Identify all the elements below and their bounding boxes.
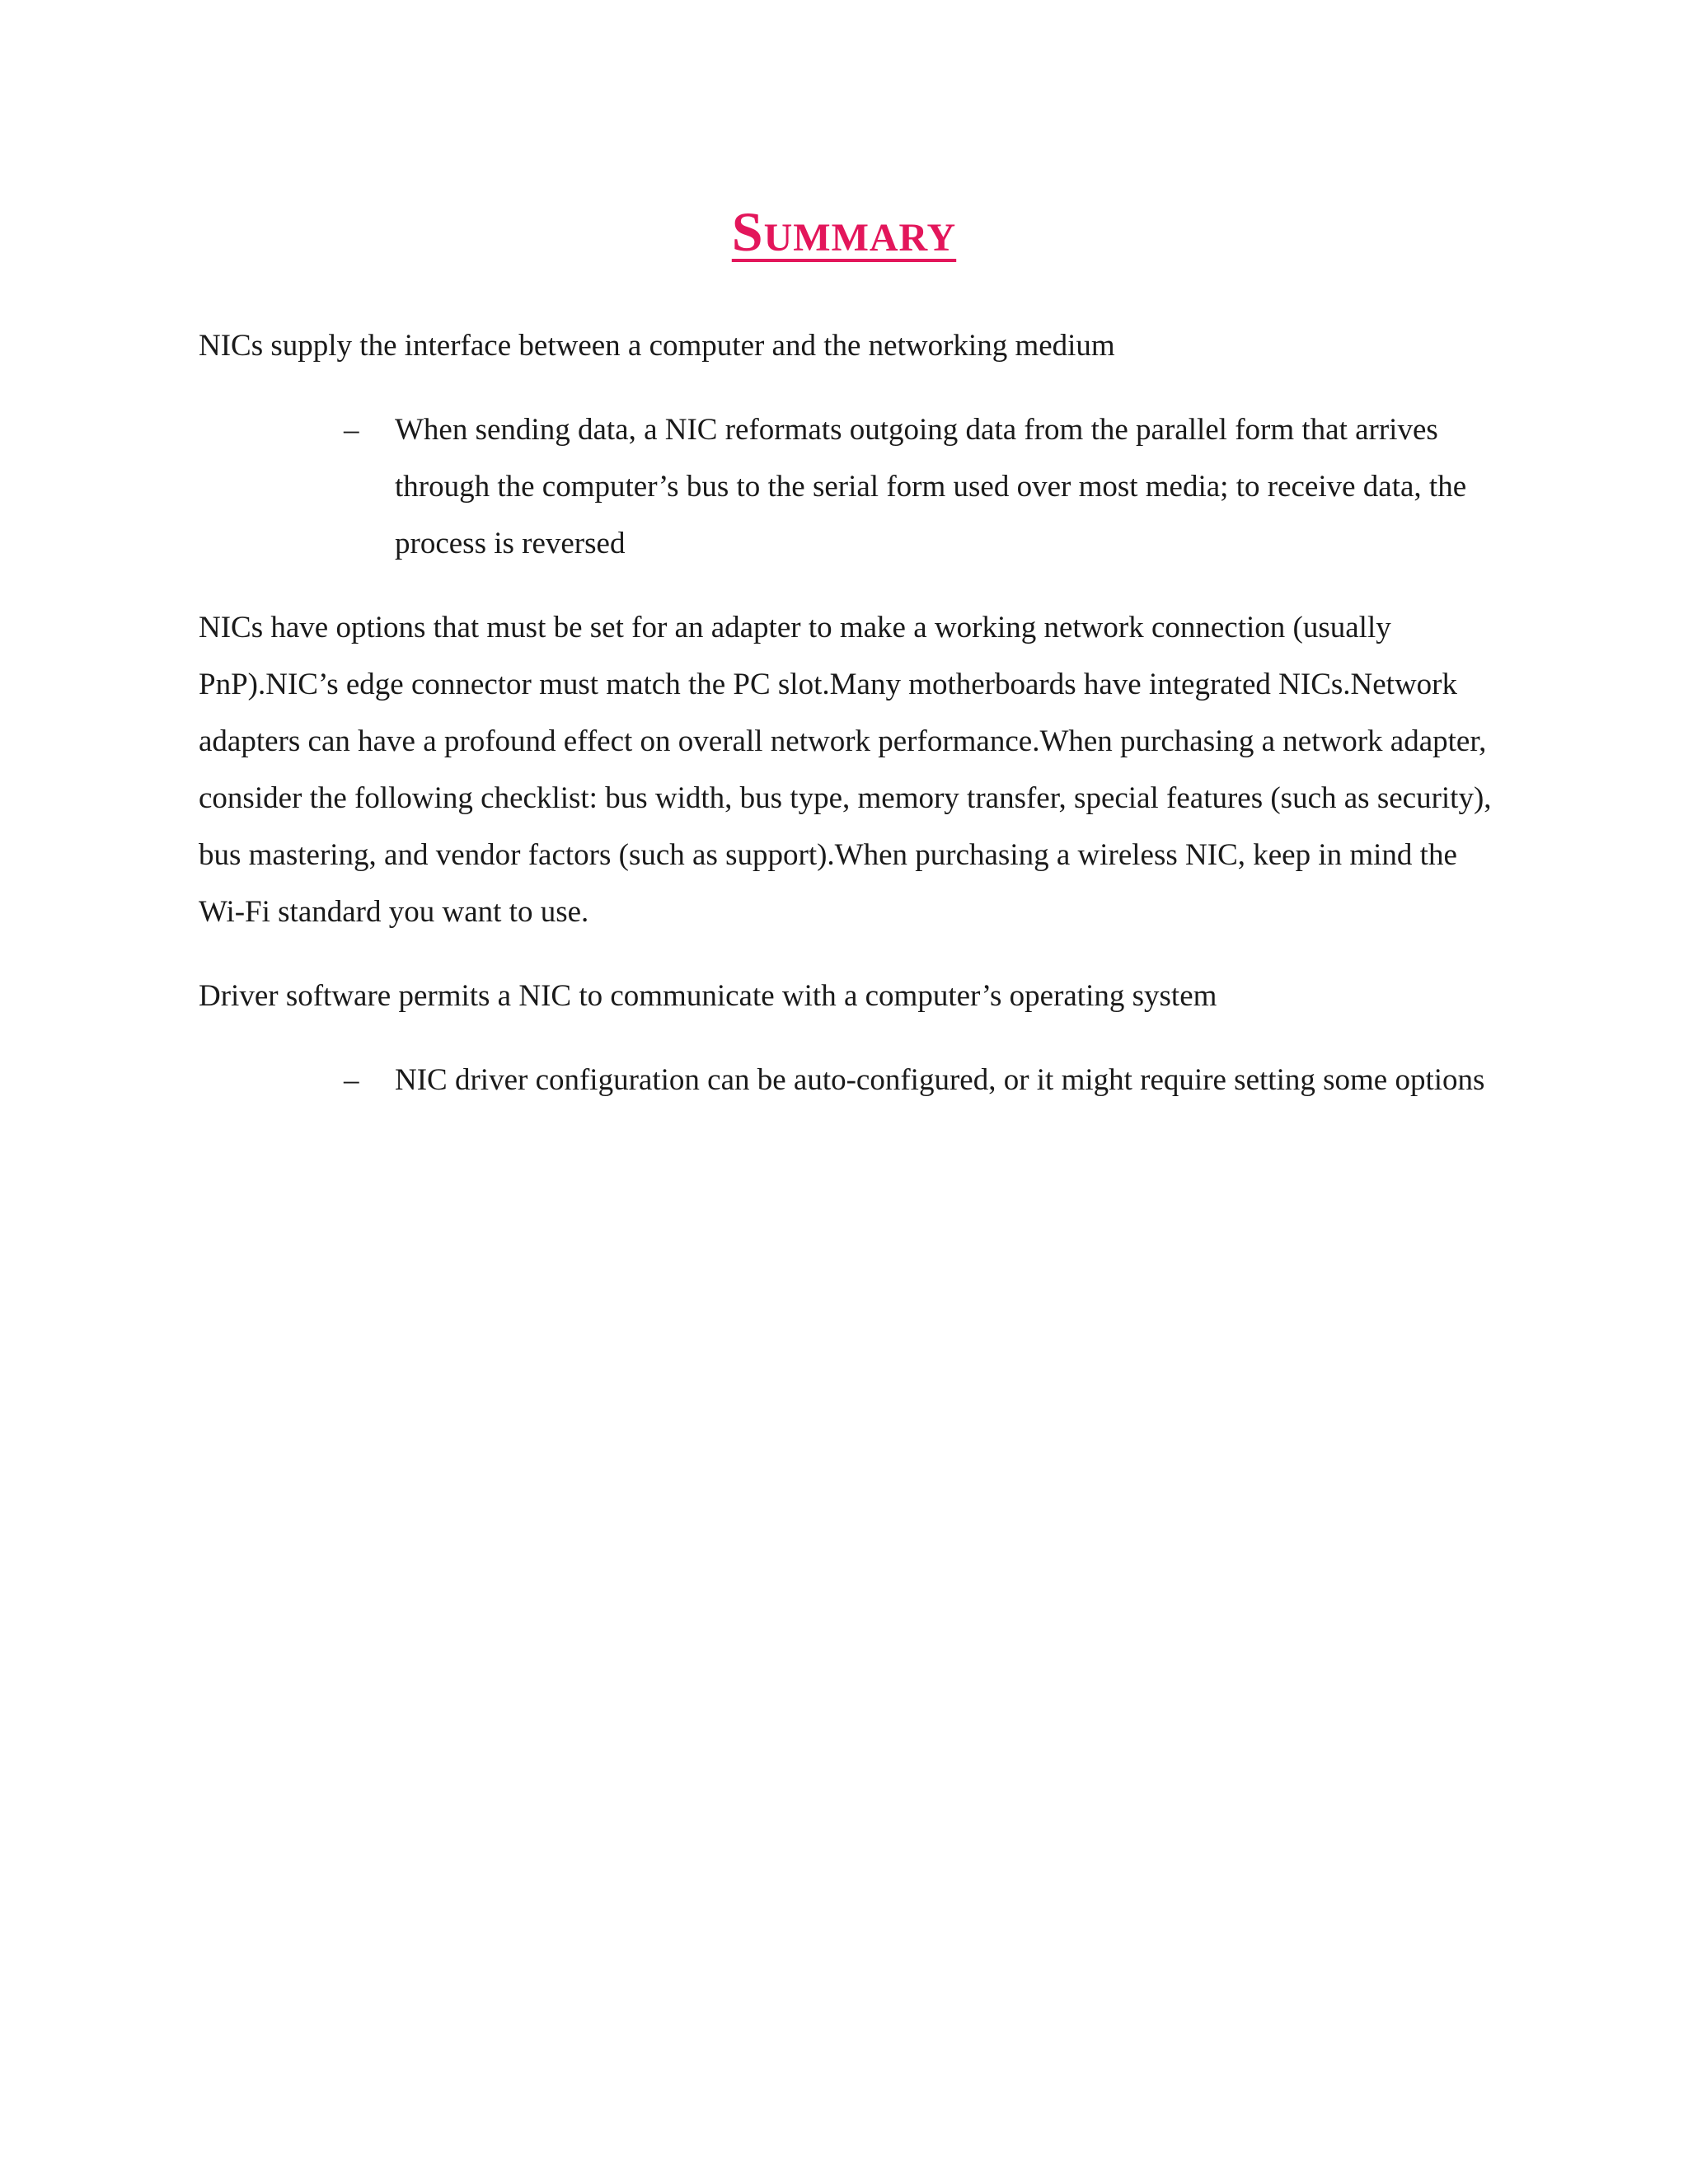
list-item-sending-data [344,401,1487,572]
paragraph-nic-options: NICs have options that must be set for an adapter to make a working network connection (usually PnP).NIC’s edge connector must match the PC slot.Many motherboards have integrated NICs.Network adapters can have a profound effect on overall network performance.When purchasing a network adapter, consider the following checklist: bus width, bus type, memory transfer, special features (such as security), bus mastering, and vendor factors (such as support).When purchasing a wireless NIC, keep in mind the Wi-Fi standard you want to use. [199,611,1492,929]
paragraph-nic-interface: NICs supply the interface between a computer and the networking medium [199,329,1115,363]
paragraph-driver-software: Driver software permits a NIC to communicate with a computer’s operating system [199,979,1217,1013]
dash-bullet: – [344,1063,359,1097]
dash-bullet: – [344,413,359,447]
page-title: Summary [731,200,957,263]
list-item-text: When sending data, a NIC reformats outgoing data from the parallel form that arrives through the computer’s bus to the serial form used over most media; to receive data, the process is reversed [395,413,1467,560]
list-item-text: NIC driver configuration can be auto-configured, or it might require setting some options [395,1063,1485,1097]
list-item-driver-configuration [344,1052,1487,1108]
document-body [199,317,1493,1136]
